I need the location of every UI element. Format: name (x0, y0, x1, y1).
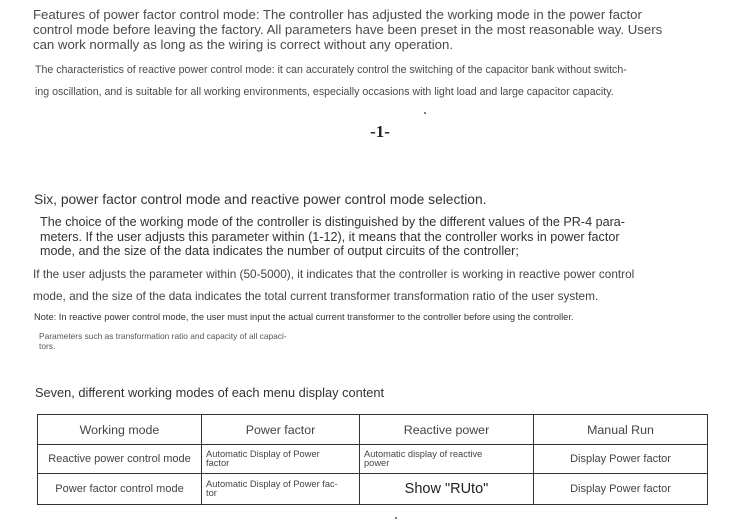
cell-manual-run: Display Power factor (534, 445, 708, 474)
table-row (38, 445, 708, 474)
table-row (38, 474, 708, 505)
table-header-row (38, 415, 708, 445)
cell-power-factor: Automatic Display of Power fac- tor (202, 474, 360, 505)
header-manual-run: Manual Run (534, 415, 708, 445)
mode-selection-paragraph: The choice of the working mode of the controller is distinguished by the different values of the PR-4 para- meters. If the user adjusts this parameter within (1-12), it means that the controller works in power factor mode, and the size of the data indicates the number of output circuits of the controller; (40, 215, 626, 258)
scan-speck (395, 517, 397, 519)
parameters-small-note: Parameters such as transformation ratio and capacity of all capaci- tors. (39, 331, 287, 351)
cell-manual-run: Display Power factor (534, 474, 708, 505)
reactive-mode-characteristics-paragraph: The characteristics of reactive power control mode: it can accurately control the switching of the capacitor bank without switch- ing oscillation, and is suitable for all working environments, especially occasions with light load and large capacitor capacity. (35, 64, 627, 98)
header-reactive-power: Reactive power (360, 415, 534, 445)
cell-power-factor: Automatic Display of Power factor (202, 445, 360, 474)
menu-display-table (37, 414, 708, 505)
scan-speck (424, 112, 426, 114)
section-seven-heading: Seven, different working modes of each menu display content (35, 385, 385, 400)
pfc-mode-features-paragraph: Features of power factor control mode: The controller has adjusted the working mode in the power factor control mode before leaving the factory. All parameters have been preset in the most reasonable way. Users can work normally as long as the wiring is correct without any operation. (33, 7, 663, 52)
header-power-factor: Power factor (202, 415, 360, 445)
reactive-parameter-paragraph: If the user adjusts the parameter within (50-5000), it indicates that the controller is working in reactive power control mode, and the size of the data indicates the total current transformer transformation ratio of the user system. (33, 267, 635, 303)
cell-mode: Power factor control mode (38, 474, 202, 505)
cell-mode: Reactive power control mode (38, 445, 202, 474)
page-number: -1- (370, 122, 390, 141)
ct-input-note: Note: In reactive power control mode, the user must input the actual current transformer to the controller before using the controller. (34, 312, 574, 322)
section-six-heading: Six, power factor control mode and reactive power control mode selection. (34, 192, 487, 207)
cell-reactive-power: Show "RUto" (360, 474, 534, 505)
header-working-mode: Working mode (38, 415, 202, 445)
cell-reactive-power: Automatic display of reactive power (360, 445, 534, 474)
